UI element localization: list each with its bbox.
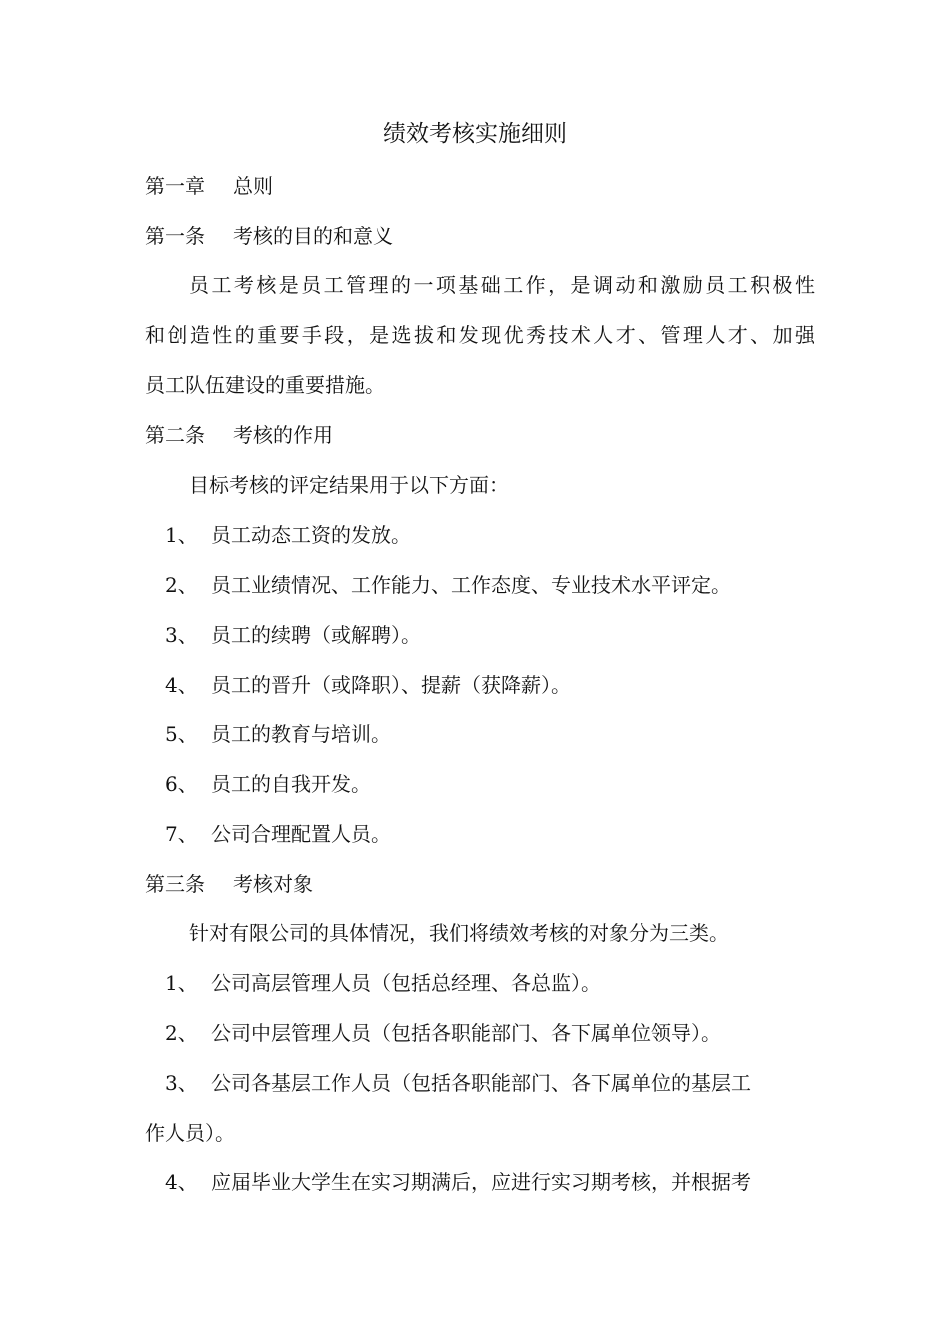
chapter-name: 总则	[233, 174, 273, 198]
list-item-number: 2、	[165, 573, 198, 597]
article-3-name: 考核对象	[233, 872, 313, 896]
list-item-number: 2、	[165, 1021, 198, 1045]
list-item-text: 公司中层管理人员（包括各职能部门、各下属单位领导）。	[211, 1021, 721, 1045]
article-1-label: 第一条	[145, 224, 205, 248]
article-2-label: 第二条	[145, 423, 205, 447]
list-item-number: 5、	[165, 722, 198, 746]
chapter-label: 第一章	[145, 174, 205, 198]
list-item	[165, 615, 835, 655]
article-3-label: 第三条	[145, 872, 205, 896]
list-item-number: 7、	[165, 822, 198, 846]
list-item-text: 公司合理配置人员。	[211, 822, 391, 846]
article-3-heading	[145, 864, 815, 904]
article-2-name: 考核的作用	[233, 423, 333, 447]
list-item-number: 1、	[165, 971, 198, 995]
list-item-text: 员工的自我开发。	[211, 772, 371, 796]
list-item-number: 4、	[165, 1170, 198, 1194]
list-item-number: 1、	[165, 523, 198, 547]
list-item-number: 3、	[165, 623, 198, 647]
article-1-paragraph-line-3: 员工队伍建设的重要措施。	[145, 373, 385, 397]
list-item	[165, 764, 835, 804]
list-item-number: 4、	[165, 673, 198, 697]
article-1-name: 考核的目的和意义	[233, 224, 393, 248]
list-item-text: 员工的晋升（或降职）、提薪（获降薪）。	[211, 673, 571, 697]
list-item-text: 公司高层管理人员（包括总经理、各总监）。	[211, 971, 601, 995]
list-item-continuation: 作人员）。	[145, 1121, 235, 1145]
chapter-heading	[145, 166, 815, 206]
list-item	[165, 665, 835, 705]
list-item	[165, 515, 835, 555]
article-1-paragraph-line-2: 和创造性的重要手段，是选拔和发现优秀技术人才、管理人才、加强	[145, 323, 815, 347]
article-2-intro: 目标考核的评定结果用于以下方面：	[189, 473, 509, 497]
list-item-number: 3、	[165, 1071, 198, 1095]
article-2-heading	[145, 415, 815, 455]
list-item	[165, 565, 835, 605]
list-item-text: 员工的续聘（或解聘）。	[211, 623, 421, 647]
list-item-text: 员工动态工资的发放。	[211, 523, 411, 547]
list-item	[165, 1162, 815, 1202]
article-3-intro: 针对有限公司的具体情况，我们将绩效考核的对象分为三类。	[189, 921, 729, 945]
document-title: 绩效考核实施细则	[383, 121, 567, 147]
article-1-heading	[145, 216, 815, 256]
list-item	[165, 714, 835, 754]
list-item-text: 员工的教育与培训。	[211, 722, 391, 746]
list-item	[165, 814, 835, 854]
list-item	[165, 1013, 835, 1053]
list-item-text: 应届毕业大学生在实习期满后，应进行实习期考核，并根据考	[211, 1170, 751, 1194]
list-item	[165, 1063, 815, 1103]
list-item-text: 员工业绩情况、工作能力、工作态度、专业技术水平评定。	[211, 573, 731, 597]
list-item	[165, 963, 835, 1003]
list-item-number: 6、	[165, 772, 198, 796]
article-1-paragraph-line-1: 员工考核是员工管理的一项基础工作，是调动和激励员工积极性	[189, 273, 815, 297]
list-item-text: 公司各基层工作人员（包括各职能部门、各下属单位的基层工	[211, 1071, 751, 1095]
